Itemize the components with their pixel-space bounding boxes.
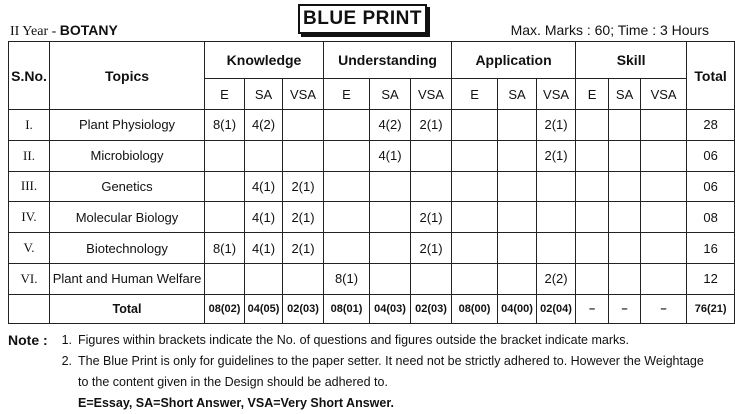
subheader-cell: VSA	[641, 79, 687, 110]
total-cell: –	[576, 294, 609, 323]
total-header: Total	[687, 42, 735, 110]
row-cell	[452, 202, 498, 233]
row-cell: 8(1)	[205, 233, 245, 264]
row-cell	[498, 233, 537, 264]
row-cell	[609, 110, 641, 141]
total-cell: 02(03)	[411, 294, 452, 323]
row-cell	[609, 263, 641, 294]
row-cell: 2(1)	[537, 140, 576, 171]
row-total: 06	[687, 171, 735, 202]
row-cell	[498, 263, 537, 294]
row-cell	[641, 171, 687, 202]
note-text: The Blue Print is only for guidelines to the paper setter. It need not be strictly adhered to. However the Weightage to the content given in the Design should be adhered to.	[78, 354, 704, 389]
row-cell	[324, 202, 370, 233]
row-cell: 4(2)	[370, 110, 411, 141]
subheader-cell: E	[452, 79, 498, 110]
row-cell	[411, 263, 452, 294]
blue-print-table	[8, 41, 735, 324]
row-total: 28	[687, 110, 735, 141]
row-sno: II.	[9, 140, 50, 171]
row-sno: I.	[9, 110, 50, 141]
row-sno: III.	[9, 171, 50, 202]
row-cell	[641, 263, 687, 294]
row-cell	[324, 233, 370, 264]
subject-name: BOTANY	[59, 22, 118, 38]
total-label: Total	[50, 294, 205, 323]
total-cell: 08(01)	[324, 294, 370, 323]
row-total: 08	[687, 202, 735, 233]
row-topic: Genetics	[50, 171, 205, 202]
row-cell	[245, 263, 283, 294]
row-topic: Plant and Human Welfare	[50, 263, 205, 294]
subheader-cell: VSA	[283, 79, 324, 110]
table-body	[9, 110, 735, 295]
row-cell: 4(1)	[245, 233, 283, 264]
row-cell	[609, 171, 641, 202]
row-total: 06	[687, 140, 735, 171]
note-item	[8, 330, 713, 351]
row-cell	[498, 171, 537, 202]
row-cell	[205, 140, 245, 171]
row-cell	[641, 110, 687, 141]
total-cell: 02(03)	[283, 294, 324, 323]
header-row	[9, 42, 735, 79]
subheader-cell: E	[576, 79, 609, 110]
table-row	[9, 171, 735, 202]
total-cell: 04(05)	[245, 294, 283, 323]
row-cell: 4(1)	[245, 202, 283, 233]
total-cell: 04(00)	[498, 294, 537, 323]
row-cell: 8(1)	[205, 110, 245, 141]
row-cell	[609, 140, 641, 171]
note-item	[8, 351, 713, 393]
row-cell	[324, 110, 370, 141]
total-cell: 02(04)	[537, 294, 576, 323]
row-sno: VI.	[9, 263, 50, 294]
row-cell	[205, 263, 245, 294]
row-cell	[641, 140, 687, 171]
topics-header: Topics	[50, 42, 205, 110]
total-cell: 08(02)	[205, 294, 245, 323]
row-cell	[283, 140, 324, 171]
subheader-cell: SA	[609, 79, 641, 110]
sno-header: S.No.	[9, 42, 50, 110]
subheader-cell: SA	[498, 79, 537, 110]
row-cell: 2(1)	[537, 110, 576, 141]
subheader-cell: SA	[245, 79, 283, 110]
row-topic: Molecular Biology	[50, 202, 205, 233]
abbreviation-legend: E=Essay, SA=Short Answer, VSA=Very Short Answer.	[78, 396, 394, 410]
row-total: 12	[687, 263, 735, 294]
knowledge-header: Knowledge	[205, 42, 324, 79]
subheader-cell: VSA	[411, 79, 452, 110]
row-cell: 4(1)	[245, 171, 283, 202]
notes-section	[8, 330, 713, 414]
row-cell	[498, 140, 537, 171]
row-cell	[370, 202, 411, 233]
row-cell	[452, 263, 498, 294]
skill-header: Skill	[576, 42, 687, 79]
row-sno: V.	[9, 233, 50, 264]
subheader-cell: VSA	[537, 79, 576, 110]
row-cell	[576, 171, 609, 202]
row-cell	[283, 110, 324, 141]
row-cell: 2(2)	[537, 263, 576, 294]
total-cell: –	[641, 294, 687, 323]
note-text: Figures within brackets indicate the No. of questions and figures outside the bracket indicate marks.	[78, 333, 629, 347]
row-cell: 4(2)	[245, 110, 283, 141]
row-cell	[452, 171, 498, 202]
row-cell	[452, 140, 498, 171]
page-header	[8, 0, 711, 40]
table-row	[9, 202, 735, 233]
row-cell	[452, 110, 498, 141]
understanding-header: Understanding	[324, 42, 452, 79]
total-cell: –	[609, 294, 641, 323]
row-cell	[537, 202, 576, 233]
table-row	[9, 140, 735, 171]
row-cell	[537, 171, 576, 202]
total-cell: 08(00)	[452, 294, 498, 323]
row-cell	[370, 171, 411, 202]
note-label: Note :	[8, 332, 48, 348]
row-cell: 2(1)	[283, 202, 324, 233]
row-cell	[609, 233, 641, 264]
row-topic: Microbiology	[50, 140, 205, 171]
row-topic: Plant Physiology	[50, 110, 205, 141]
row-cell	[411, 140, 452, 171]
row-cell	[324, 140, 370, 171]
application-header: Application	[452, 42, 576, 79]
subheader-cell: E	[324, 79, 370, 110]
year-subject	[10, 22, 118, 40]
row-cell	[283, 263, 324, 294]
row-cell: 8(1)	[324, 263, 370, 294]
marks-time: Max. Marks : 60; Time : 3 Hours	[510, 22, 709, 38]
table-row	[9, 263, 735, 294]
row-cell: 2(1)	[411, 233, 452, 264]
row-cell	[498, 202, 537, 233]
row-cell	[576, 263, 609, 294]
row-cell	[641, 202, 687, 233]
row-cell: 4(1)	[370, 140, 411, 171]
total-row	[9, 294, 735, 323]
subheader-cell: SA	[370, 79, 411, 110]
row-topic: Biotechnology	[50, 233, 205, 264]
total-sno	[9, 294, 50, 323]
row-cell: 2(1)	[411, 110, 452, 141]
subheader-cell: E	[205, 79, 245, 110]
row-cell	[245, 140, 283, 171]
row-cell	[609, 202, 641, 233]
row-cell	[576, 202, 609, 233]
row-cell	[411, 171, 452, 202]
year-label: II Year -	[10, 24, 60, 39]
row-cell	[576, 233, 609, 264]
row-cell: 2(1)	[283, 171, 324, 202]
row-cell	[537, 233, 576, 264]
note-number: 2.	[61, 354, 72, 368]
row-cell	[370, 263, 411, 294]
blue-print-title: BLUE PRINT	[298, 4, 427, 34]
total-cell: 04(03)	[370, 294, 411, 323]
grand-total: 76(21)	[687, 294, 735, 323]
row-cell	[324, 171, 370, 202]
row-cell: 2(1)	[411, 202, 452, 233]
row-cell	[205, 202, 245, 233]
row-cell	[205, 171, 245, 202]
row-total: 16	[687, 233, 735, 264]
row-sno: IV.	[9, 202, 50, 233]
row-cell	[576, 110, 609, 141]
note-number: 1.	[61, 333, 72, 347]
row-cell: 2(1)	[283, 233, 324, 264]
row-cell	[641, 233, 687, 264]
table-row	[9, 233, 735, 264]
row-cell	[452, 233, 498, 264]
row-cell	[576, 140, 609, 171]
table-row	[9, 110, 735, 141]
row-cell	[370, 233, 411, 264]
row-cell	[498, 110, 537, 141]
